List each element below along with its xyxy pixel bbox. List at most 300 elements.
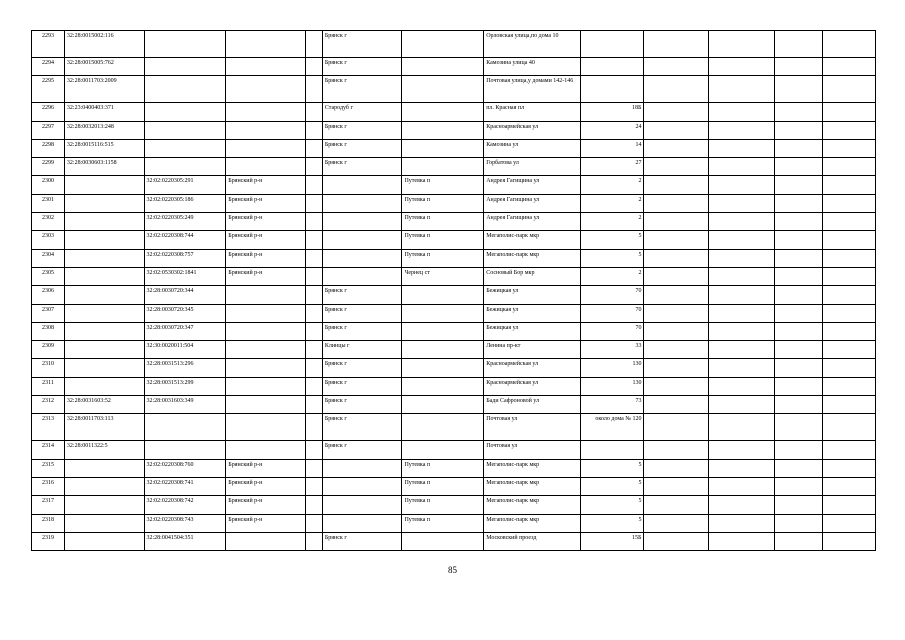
row-number: 2299 bbox=[32, 158, 65, 176]
empty-cell bbox=[822, 514, 875, 532]
city-cell: Брянск г bbox=[322, 441, 402, 459]
settlement-cell: Путевка п bbox=[402, 249, 484, 267]
district-cell bbox=[226, 441, 306, 459]
house-number-cell: 5 bbox=[580, 477, 644, 495]
empty-cell bbox=[775, 121, 823, 139]
city-cell: Брянск г bbox=[322, 377, 402, 395]
district-cell bbox=[226, 322, 306, 340]
empty-cell bbox=[305, 267, 322, 285]
street-cell: Андрея Гагищина ул bbox=[484, 213, 581, 231]
settlement-cell bbox=[402, 139, 484, 157]
city-cell: Брянск г bbox=[322, 121, 402, 139]
settlement-cell bbox=[402, 341, 484, 359]
table-row bbox=[32, 514, 876, 532]
district-cell bbox=[226, 396, 306, 414]
cadastral-number-cell: 32:23:0400403:371 bbox=[64, 103, 144, 121]
table-row bbox=[32, 58, 876, 76]
empty-cell bbox=[644, 58, 709, 76]
table-row bbox=[32, 213, 876, 231]
empty-cell bbox=[305, 514, 322, 532]
cadastral-number-2-cell: 32:02:0220308:744 bbox=[144, 231, 226, 249]
cadastral-number-cell bbox=[64, 304, 144, 322]
row-number: 2318 bbox=[32, 514, 65, 532]
settlement-cell: Чернец ст bbox=[402, 267, 484, 285]
house-number-cell: 130 bbox=[580, 377, 644, 395]
empty-cell bbox=[822, 213, 875, 231]
empty-cell bbox=[709, 514, 775, 532]
empty-cell bbox=[822, 121, 875, 139]
empty-cell bbox=[775, 514, 823, 532]
empty-cell bbox=[822, 176, 875, 194]
empty-cell bbox=[305, 31, 322, 58]
empty-cell bbox=[644, 286, 709, 304]
district-cell bbox=[226, 76, 306, 103]
empty-cell bbox=[709, 396, 775, 414]
table-row bbox=[32, 158, 876, 176]
cadastral-number-cell bbox=[64, 377, 144, 395]
page-number: 85 bbox=[448, 565, 457, 575]
row-number: 2308 bbox=[32, 322, 65, 340]
table-row bbox=[32, 459, 876, 477]
empty-cell bbox=[775, 496, 823, 514]
empty-cell bbox=[644, 441, 709, 459]
settlement-cell: Путевка п bbox=[402, 496, 484, 514]
empty-cell bbox=[305, 139, 322, 157]
row-number: 2304 bbox=[32, 249, 65, 267]
empty-cell bbox=[644, 396, 709, 414]
empty-cell bbox=[709, 322, 775, 340]
settlement-cell bbox=[402, 158, 484, 176]
street-cell: пл. Красная пл bbox=[484, 103, 581, 121]
row-number: 2311 bbox=[32, 377, 65, 395]
cadastral-number-cell: 32:28:0015005:762 bbox=[64, 58, 144, 76]
city-cell: Стародуб г bbox=[322, 103, 402, 121]
empty-cell bbox=[822, 496, 875, 514]
street-cell: Андрея Гагищина ул bbox=[484, 194, 581, 212]
cadastral-number-cell bbox=[64, 459, 144, 477]
cadastral-number-cell: 32:28:0011703:113 bbox=[64, 414, 144, 441]
empty-cell bbox=[709, 267, 775, 285]
table-row bbox=[32, 121, 876, 139]
empty-cell bbox=[305, 194, 322, 212]
row-number: 2302 bbox=[32, 213, 65, 231]
empty-cell bbox=[644, 158, 709, 176]
city-cell: Брянск г bbox=[322, 304, 402, 322]
house-number-cell: 70 bbox=[580, 286, 644, 304]
empty-cell bbox=[644, 414, 709, 441]
empty-cell bbox=[644, 139, 709, 157]
empty-cell bbox=[644, 532, 709, 550]
cadastral-number-cell bbox=[64, 286, 144, 304]
cadastral-number-2-cell bbox=[144, 158, 226, 176]
empty-cell bbox=[709, 249, 775, 267]
empty-cell bbox=[709, 441, 775, 459]
city-cell bbox=[322, 267, 402, 285]
city-cell bbox=[322, 231, 402, 249]
empty-cell bbox=[775, 322, 823, 340]
cadastral-number-2-cell: 32:02:0530302:1841 bbox=[144, 267, 226, 285]
empty-cell bbox=[709, 76, 775, 103]
house-number-cell: 70 bbox=[580, 322, 644, 340]
district-cell: Брянский р-н bbox=[226, 231, 306, 249]
empty-cell bbox=[775, 459, 823, 477]
street-cell: Почтовая ул bbox=[484, 414, 581, 441]
empty-cell bbox=[709, 532, 775, 550]
property-register-table bbox=[31, 30, 876, 551]
cadastral-number-cell bbox=[64, 231, 144, 249]
empty-cell bbox=[305, 377, 322, 395]
street-cell: Ленина пр-кт bbox=[484, 341, 581, 359]
district-cell: Брянский р-н bbox=[226, 176, 306, 194]
district-cell bbox=[226, 31, 306, 58]
empty-cell bbox=[709, 496, 775, 514]
settlement-cell: Путевка п bbox=[402, 213, 484, 231]
empty-cell bbox=[822, 322, 875, 340]
empty-cell bbox=[305, 103, 322, 121]
empty-cell bbox=[775, 58, 823, 76]
empty-cell bbox=[775, 359, 823, 377]
settlement-cell bbox=[402, 377, 484, 395]
empty-cell bbox=[305, 359, 322, 377]
house-number-cell: 2 bbox=[580, 176, 644, 194]
empty-cell bbox=[644, 496, 709, 514]
cadastral-number-2-cell: 32:02:0220308:743 bbox=[144, 514, 226, 532]
empty-cell bbox=[822, 249, 875, 267]
cadastral-number-cell bbox=[64, 213, 144, 231]
empty-cell bbox=[709, 103, 775, 121]
street-cell: Бади Сафроновой ул bbox=[484, 396, 581, 414]
empty-cell bbox=[822, 304, 875, 322]
cadastral-number-cell: 32:28:0015116:515 bbox=[64, 139, 144, 157]
cadastral-number-2-cell: 32:28:0030720:344 bbox=[144, 286, 226, 304]
district-cell bbox=[226, 532, 306, 550]
empty-cell bbox=[709, 304, 775, 322]
city-cell: Брянск г bbox=[322, 286, 402, 304]
cadastral-number-cell bbox=[64, 532, 144, 550]
empty-cell bbox=[305, 213, 322, 231]
empty-cell bbox=[775, 76, 823, 103]
empty-cell bbox=[775, 267, 823, 285]
table-row bbox=[32, 176, 876, 194]
row-number: 2306 bbox=[32, 286, 65, 304]
settlement-cell bbox=[402, 322, 484, 340]
cadastral-number-cell bbox=[64, 194, 144, 212]
cadastral-number-2-cell: 32:02:0220305:186 bbox=[144, 194, 226, 212]
cadastral-number-2-cell: 32:28:0030720:347 bbox=[144, 322, 226, 340]
city-cell: Брянск г bbox=[322, 322, 402, 340]
empty-cell bbox=[305, 477, 322, 495]
empty-cell bbox=[709, 359, 775, 377]
row-number: 2303 bbox=[32, 231, 65, 249]
empty-cell bbox=[644, 267, 709, 285]
empty-cell bbox=[822, 76, 875, 103]
city-cell: Брянск г bbox=[322, 58, 402, 76]
empty-cell bbox=[775, 377, 823, 395]
empty-cell bbox=[775, 249, 823, 267]
empty-cell bbox=[822, 231, 875, 249]
house-number-cell: 70 bbox=[580, 304, 644, 322]
table-row bbox=[32, 322, 876, 340]
empty-cell bbox=[644, 249, 709, 267]
settlement-cell: Путевка п bbox=[402, 477, 484, 495]
house-number-cell bbox=[580, 31, 644, 58]
empty-cell bbox=[822, 58, 875, 76]
empty-cell bbox=[305, 304, 322, 322]
house-number-cell bbox=[580, 441, 644, 459]
empty-cell bbox=[305, 414, 322, 441]
empty-cell bbox=[644, 213, 709, 231]
empty-cell bbox=[822, 341, 875, 359]
house-number-cell bbox=[580, 58, 644, 76]
empty-cell bbox=[822, 194, 875, 212]
empty-cell bbox=[644, 121, 709, 139]
house-number-cell: 2 bbox=[580, 194, 644, 212]
cadastral-number-cell bbox=[64, 267, 144, 285]
empty-cell bbox=[709, 194, 775, 212]
empty-cell bbox=[822, 286, 875, 304]
city-cell: Брянск г bbox=[322, 532, 402, 550]
settlement-cell: Путевка п bbox=[402, 176, 484, 194]
empty-cell bbox=[305, 441, 322, 459]
house-number-cell bbox=[580, 76, 644, 103]
row-number: 2293 bbox=[32, 31, 65, 58]
empty-cell bbox=[775, 532, 823, 550]
table-row bbox=[32, 194, 876, 212]
street-cell: Сосновый Бор мкр bbox=[484, 267, 581, 285]
street-cell: Камозина улица 40 bbox=[484, 58, 581, 76]
table-row bbox=[32, 414, 876, 441]
row-number: 2310 bbox=[32, 359, 65, 377]
row-number: 2317 bbox=[32, 496, 65, 514]
district-cell bbox=[226, 304, 306, 322]
district-cell bbox=[226, 121, 306, 139]
settlement-cell bbox=[402, 304, 484, 322]
street-cell: Бежицкая ул bbox=[484, 286, 581, 304]
cadastral-number-2-cell: 32:28:0041504:351 bbox=[144, 532, 226, 550]
settlement-cell bbox=[402, 396, 484, 414]
city-cell bbox=[322, 194, 402, 212]
district-cell: Брянский р-н bbox=[226, 459, 306, 477]
district-cell: Брянский р-н bbox=[226, 249, 306, 267]
row-number: 2319 bbox=[32, 532, 65, 550]
cadastral-number-2-cell: 32:28:0031603:349 bbox=[144, 396, 226, 414]
settlement-cell: Путевка п bbox=[402, 459, 484, 477]
empty-cell bbox=[305, 286, 322, 304]
cadastral-number-cell bbox=[64, 514, 144, 532]
street-cell: Почтовая улица,у домами 142-146 bbox=[484, 76, 581, 103]
table-row bbox=[32, 249, 876, 267]
house-number-cell: 5 bbox=[580, 249, 644, 267]
house-number-cell: 5 bbox=[580, 231, 644, 249]
settlement-cell bbox=[402, 76, 484, 103]
empty-cell bbox=[822, 158, 875, 176]
house-number-cell: 2 bbox=[580, 213, 644, 231]
cadastral-number-2-cell: 32:02:0220305:249 bbox=[144, 213, 226, 231]
house-number-cell: 33 bbox=[580, 341, 644, 359]
street-cell: Мегаполис-парк мкр bbox=[484, 514, 581, 532]
street-cell: Горбатова ул bbox=[484, 158, 581, 176]
empty-cell bbox=[822, 396, 875, 414]
empty-cell bbox=[775, 231, 823, 249]
cadastral-number-2-cell: 32:30:0020011:504 bbox=[144, 341, 226, 359]
empty-cell bbox=[644, 76, 709, 103]
empty-cell bbox=[775, 286, 823, 304]
empty-cell bbox=[775, 414, 823, 441]
row-number: 2305 bbox=[32, 267, 65, 285]
table-row bbox=[32, 76, 876, 103]
empty-cell bbox=[644, 231, 709, 249]
cadastral-number-cell: 32:28:0030603:1158 bbox=[64, 158, 144, 176]
table-row bbox=[32, 377, 876, 395]
row-number: 2297 bbox=[32, 121, 65, 139]
house-number-cell: 5 bbox=[580, 459, 644, 477]
table-row bbox=[32, 496, 876, 514]
row-number: 2300 bbox=[32, 176, 65, 194]
street-cell: Андрея Гагищина ул bbox=[484, 176, 581, 194]
house-number-cell: 27 bbox=[580, 158, 644, 176]
empty-cell bbox=[822, 103, 875, 121]
cadastral-number-2-cell bbox=[144, 139, 226, 157]
empty-cell bbox=[305, 396, 322, 414]
empty-cell bbox=[305, 158, 322, 176]
table-row bbox=[32, 441, 876, 459]
street-cell: Бежицкая ул bbox=[484, 322, 581, 340]
district-cell bbox=[226, 286, 306, 304]
empty-cell bbox=[644, 514, 709, 532]
table-row bbox=[32, 396, 876, 414]
empty-cell bbox=[775, 396, 823, 414]
empty-cell bbox=[822, 459, 875, 477]
cadastral-number-2-cell: 32:02:0220308:757 bbox=[144, 249, 226, 267]
cadastral-number-2-cell: 32:28:0030720:345 bbox=[144, 304, 226, 322]
settlement-cell bbox=[402, 359, 484, 377]
row-number: 2298 bbox=[32, 139, 65, 157]
empty-cell bbox=[305, 322, 322, 340]
cadastral-number-cell: 32:28:0011703:2009 bbox=[64, 76, 144, 103]
district-cell bbox=[226, 158, 306, 176]
district-cell bbox=[226, 58, 306, 76]
empty-cell bbox=[644, 194, 709, 212]
empty-cell bbox=[775, 213, 823, 231]
city-cell: Брянск г bbox=[322, 396, 402, 414]
settlement-cell: Путевка п bbox=[402, 514, 484, 532]
table-row bbox=[32, 103, 876, 121]
cadastral-number-cell bbox=[64, 477, 144, 495]
row-number: 2307 bbox=[32, 304, 65, 322]
empty-cell bbox=[709, 477, 775, 495]
cadastral-number-cell bbox=[64, 322, 144, 340]
empty-cell bbox=[775, 176, 823, 194]
empty-cell bbox=[305, 459, 322, 477]
empty-cell bbox=[305, 176, 322, 194]
city-cell: Брянск г bbox=[322, 31, 402, 58]
empty-cell bbox=[709, 139, 775, 157]
table-row bbox=[32, 231, 876, 249]
street-cell: Камозина ул bbox=[484, 139, 581, 157]
empty-cell bbox=[644, 459, 709, 477]
street-cell: Мегаполис-парк мкр bbox=[484, 496, 581, 514]
empty-cell bbox=[644, 304, 709, 322]
settlement-cell bbox=[402, 286, 484, 304]
city-cell bbox=[322, 477, 402, 495]
empty-cell bbox=[644, 377, 709, 395]
empty-cell bbox=[644, 322, 709, 340]
cadastral-number-2-cell bbox=[144, 414, 226, 441]
empty-cell bbox=[709, 158, 775, 176]
district-cell bbox=[226, 341, 306, 359]
city-cell bbox=[322, 459, 402, 477]
empty-cell bbox=[775, 194, 823, 212]
empty-cell bbox=[709, 58, 775, 76]
row-number: 2309 bbox=[32, 341, 65, 359]
house-number-cell: 18Б bbox=[580, 103, 644, 121]
city-cell: Клинцы г bbox=[322, 341, 402, 359]
cadastral-number-2-cell: 32:28:0031513:296 bbox=[144, 359, 226, 377]
empty-cell bbox=[305, 76, 322, 103]
settlement-cell bbox=[402, 121, 484, 139]
street-cell: Мегаполис-парк мкр bbox=[484, 459, 581, 477]
cadastral-number-2-cell bbox=[144, 103, 226, 121]
cadastral-number-2-cell bbox=[144, 76, 226, 103]
district-cell: Брянский р-н bbox=[226, 514, 306, 532]
row-number: 2315 bbox=[32, 459, 65, 477]
table-row bbox=[32, 31, 876, 58]
empty-cell bbox=[775, 158, 823, 176]
cadastral-number-2-cell bbox=[144, 58, 226, 76]
row-number: 2301 bbox=[32, 194, 65, 212]
table-row bbox=[32, 359, 876, 377]
table-row bbox=[32, 532, 876, 550]
row-number: 2312 bbox=[32, 396, 65, 414]
street-cell: Мегаполис-парк мкр bbox=[484, 249, 581, 267]
empty-cell bbox=[644, 477, 709, 495]
table-row bbox=[32, 304, 876, 322]
house-number-cell: 130 bbox=[580, 359, 644, 377]
table-row bbox=[32, 477, 876, 495]
cadastral-number-2-cell: 32:02:0220308:741 bbox=[144, 477, 226, 495]
settlement-cell bbox=[402, 58, 484, 76]
cadastral-number-cell bbox=[64, 496, 144, 514]
house-number-cell: 2 bbox=[580, 267, 644, 285]
settlement-cell: Путевка п bbox=[402, 231, 484, 249]
city-cell: Брянск г bbox=[322, 414, 402, 441]
empty-cell bbox=[305, 496, 322, 514]
cadastral-number-cell: 32:28:0032013:248 bbox=[64, 121, 144, 139]
empty-cell bbox=[709, 213, 775, 231]
empty-cell bbox=[775, 31, 823, 58]
empty-cell bbox=[709, 176, 775, 194]
cadastral-number-cell: 32:28:0031603:52 bbox=[64, 396, 144, 414]
cadastral-number-2-cell: 32:02:0220308:760 bbox=[144, 459, 226, 477]
settlement-cell bbox=[402, 532, 484, 550]
empty-cell bbox=[709, 286, 775, 304]
table-row bbox=[32, 267, 876, 285]
house-number-cell: 24 bbox=[580, 121, 644, 139]
district-cell bbox=[226, 377, 306, 395]
empty-cell bbox=[709, 459, 775, 477]
district-cell: Брянский р-н bbox=[226, 496, 306, 514]
empty-cell bbox=[822, 31, 875, 58]
street-cell: Красноармейская ул bbox=[484, 121, 581, 139]
house-number-cell: 5 bbox=[580, 496, 644, 514]
empty-cell bbox=[822, 532, 875, 550]
empty-cell bbox=[644, 359, 709, 377]
district-cell bbox=[226, 103, 306, 121]
empty-cell bbox=[822, 441, 875, 459]
empty-cell bbox=[305, 231, 322, 249]
city-cell bbox=[322, 249, 402, 267]
empty-cell bbox=[709, 231, 775, 249]
